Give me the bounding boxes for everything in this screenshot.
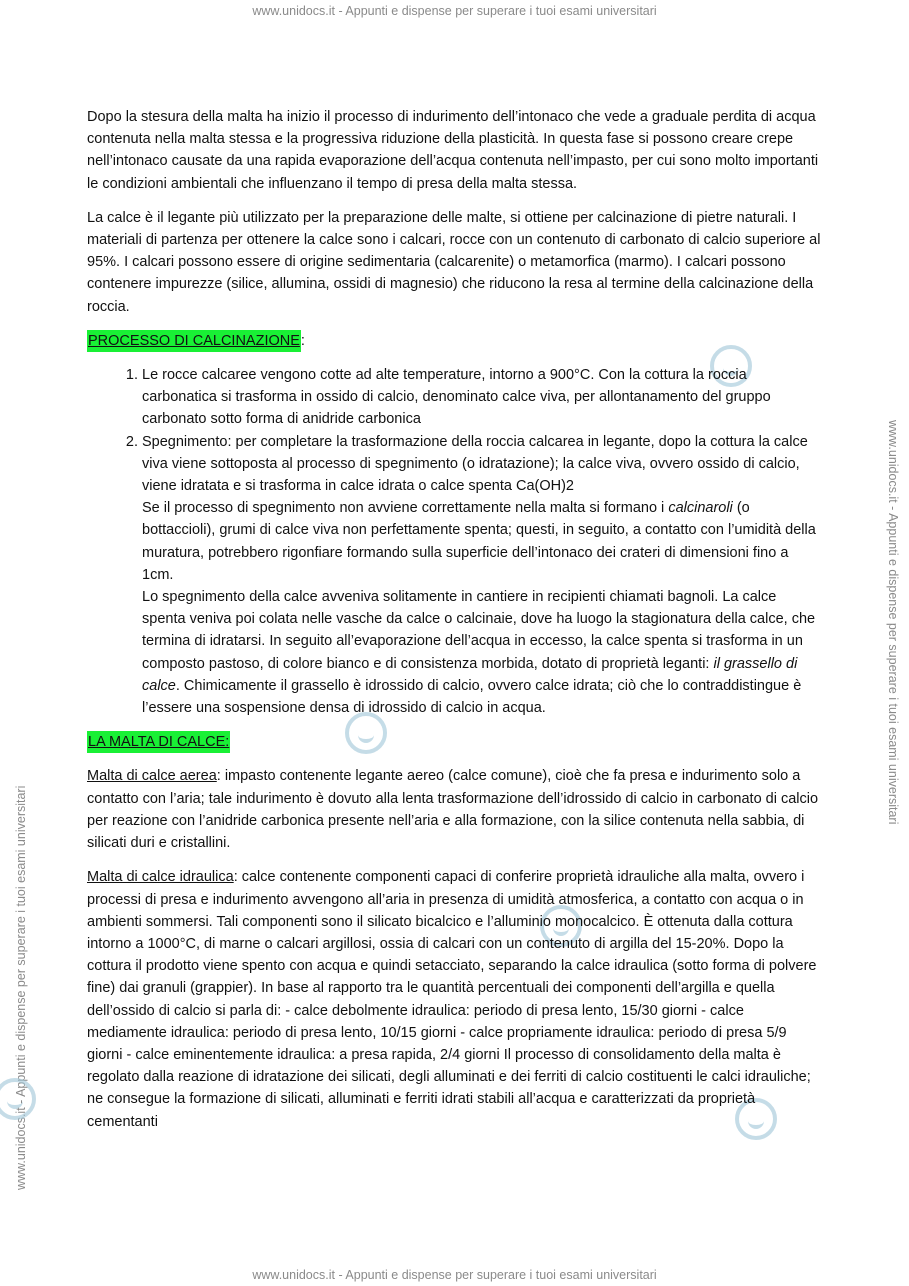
watermark-left: www.unidocs.it - Appunti e dispense per superare i tuoi esami universitari xyxy=(14,785,28,1190)
spegnimento-text: 2. Spegnimento: per completare la trasformazione della roccia calcarea in legante, dopo la cottura la calce viva viene sottoposta al processo di spegnimento (o idratazione); la calce viva, ovvero ossido di calcio, viene idratata e si trasforma in calce idrata o calce spenta Ca(OH)2 xyxy=(142,433,808,495)
calcinazione-steps-list xyxy=(87,364,823,719)
calcinaroli-text-post: (o bottaccioli), grumi di calce viva non perfettamente spenta; questi, in seguito, a contatto con l’umidità della muratura, potrebbero rigonfiare formando sulla superficie dell’intonaco dei crateri di dimensioni fino a 1cm. xyxy=(142,500,816,583)
section-heading-malta: LA MALTA DI CALCE: xyxy=(87,731,230,753)
paragraph-malta-idraulica xyxy=(87,866,823,1132)
unidocs-logo-icon xyxy=(0,1078,36,1120)
heading-colon: : xyxy=(300,332,305,349)
malta-aerea-text: : impasto contenente legante aereo (calce comune), cioè che fa presa e indurimento solo a contatto con l’aria; tale indurimento è dovuto alla lenta trasformazione dell’idrossido di calcio in carbonato di calcio per reazione con l’anidride carbonica presente nell’aria e alla formazione, con la silice contenuta nella sabbia, di silicati duri e cristallini. xyxy=(87,768,819,852)
grassello-term: il grassello di calce xyxy=(142,655,798,694)
malta-idraulica-text: : calce contenente componenti capaci di conferire proprietà idrauliche alla malta, ovvero i processi di presa e indurimento avvengono all’aria in presenza di umidità atmosferica, a contatto con acqua o in ambienti sommersi. Tali componenti sono il silicato bicalcico e l’alluminio monocalcico. È ottenuta dalla cottura intorno a 1000°C, di marne o calcari argillosi, ossia di calcari con un contenuto di argilla del 15-20%. Dopo la cottura il prodotto viene spento con acqua e quindi setacciato, separando la calce idraulica (sotto forma di polvere fine) dai granuli (grappier). In base al rapporto tra le quantità percentuali dei componenti dell’argilla e quella dell’ossido di calcio si parla di: - calce debolmente idraulica: periodo di presa lento, 15/30 giorni - calce mediamente idraulica: periodo di presa lento, 10/15 giorni - calce propriamente idraulica: periodo di presa 5/9 giorni - calce eminentemente idraulica: a presa rapida, 2/4 giorni Il processo di consolidamento della malta è regolato dalla reazione di idratazione dei silicati, degli alluminati e dei ferriti di calcio costituenti le calci idrauliche; ne consegue la formazione di silicati, alluminati e ferriti idrati stabili all’acqua e caratterizzati da proprietà cementanti xyxy=(87,869,817,1130)
section-heading-calcinazione: PROCESSO DI CALCINAZIONE xyxy=(87,330,301,352)
paragraph-malta-aerea xyxy=(87,765,823,854)
calcinaroli-text-pre: Se il processo di spegnimento non avviene correttamente nella malta si formano i xyxy=(142,500,669,517)
paragraph-indurimento: Dopo la stesura della malta ha inizio il processo di indurimento dell’intonaco che vede a graduale perdita di acqua contenuta nella malta stessa e la progressiva riduzione della plasticità. In questa fase si possono creare crepe nell’intonaco causate da una rapida evaporazione dell’acqua contenuta nell’impasto, per cui sono molto importanti le condizioni ambientali che influenzano il tempo di presa della malta stessa. xyxy=(87,109,819,192)
document-body xyxy=(87,106,823,1145)
list-item-spegnimento xyxy=(142,431,823,720)
list-item-cottura xyxy=(142,364,823,431)
calcinaroli-term: calcinaroli xyxy=(668,500,733,517)
paragraph-calce: La calce è il legante più utilizzato per la preparazione delle malte, si ottiene per calcinazione di pietre naturali. I materiali di partenza per ottenere la calce sono i calcari, rocce con un contenuto di carbonato di calcio superiore al 95%. I calcari possono essere di origine sedimentaria (calcarenite) o metamorfica (marmo). I calcari possono contenere impurezze (silice, allumina, ossidi di magnesio) che riducono la resa al termine della calcinazione della roccia. xyxy=(87,209,821,315)
watermark-header: www.unidocs.it - Appunti e dispense per superare i tuoi esami universitari xyxy=(252,4,657,18)
watermark-right: www.unidocs.it - Appunti e dispense per superare i tuoi esami universitari xyxy=(886,420,900,825)
grassello-text xyxy=(142,586,823,719)
term-malta-aerea: Malta di calce aerea xyxy=(87,768,217,785)
grassello-text-pre: Lo spegnimento della calce avveniva solitamente in cantiere in recipienti chiamati bagnoli. La calce spenta veniva poi colata nelle vasche da calce o calcinaie, dove ha luogo la stagionatura della calce, che termina di idratarsi. In seguito all’evaporazione dell’acqua in eccesso, la calce spenta si trasforma in un composto pastoso, di colore bianco e di consistenza morbida, dotato di proprietà leganti: xyxy=(142,589,816,672)
term-malta-idraulica: Malta di calce idraulica xyxy=(87,869,234,886)
calcinaroli-text xyxy=(142,497,823,586)
watermark-footer: www.unidocs.it - Appunti e dispense per superare i tuoi esami universitari xyxy=(252,1268,657,1282)
section-calcinazione-heading-line xyxy=(87,330,823,352)
grassello-text-post: . Chimicamente il grassello è idrossido di calcio, ovvero calce idrata; ciò che lo contraddistingue è l’essere una sospensione densa di idrossido di calcio in acqua. xyxy=(142,677,802,717)
list-item-cottura-text: Le rocce calcaree vengono cotte ad alte temperature, intorno a 900°C. Con la cottura la roccia carbonatica si trasforma in ossido di calcio, denominato calce viva, per allontanamento del gruppo carbonato sotto forma di anidride carbonica xyxy=(142,367,771,428)
section-malta-heading-line xyxy=(87,731,823,753)
